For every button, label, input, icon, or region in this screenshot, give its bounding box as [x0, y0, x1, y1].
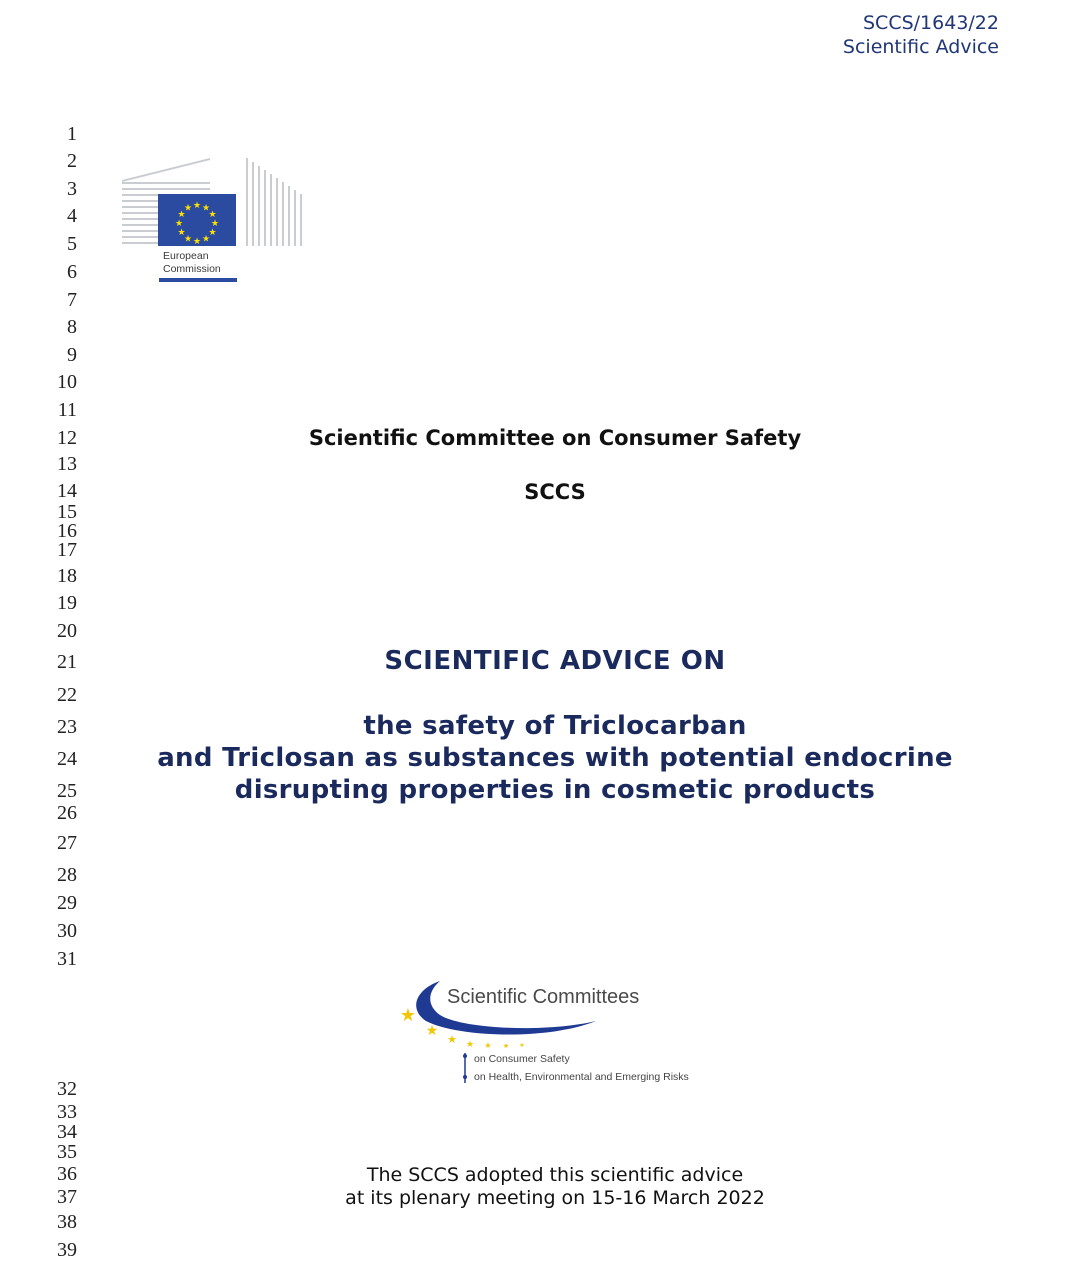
line-number: 38: [57, 1211, 77, 1233]
advice-title-line-2: and Triclosan as substances with potential endocrine: [157, 743, 953, 773]
svg-text:★: ★: [201, 203, 211, 214]
svg-text:★: ★: [183, 234, 193, 245]
line-number: 21: [57, 651, 77, 673]
line-number: 39: [57, 1239, 77, 1261]
line-number: 36: [57, 1163, 77, 1185]
svg-text:★: ★: [183, 203, 193, 214]
svg-text:★: ★: [502, 1042, 510, 1050]
line-number: 24: [57, 748, 77, 770]
svg-text:★: ★: [425, 1023, 439, 1039]
line-number: 30: [57, 920, 77, 942]
line-number: 11: [57, 399, 77, 421]
line-number: 12: [57, 427, 77, 449]
svg-text:★: ★: [484, 1041, 492, 1050]
line-number: 31: [57, 948, 77, 970]
line-number: 5: [67, 233, 77, 255]
ec-logo-text-line1: European: [163, 250, 209, 262]
svg-text:★: ★: [174, 219, 184, 229]
line-number: 6: [67, 261, 77, 283]
svg-text:★: ★: [177, 210, 186, 220]
line-number: 37: [57, 1186, 77, 1208]
line-number: 17: [57, 539, 77, 561]
line-number: 2: [67, 150, 77, 172]
line-number: 7: [67, 289, 77, 311]
committee-abbreviation: SCCS: [524, 480, 586, 504]
ec-logo-underline: [159, 278, 237, 282]
ec-building-lines-right: [246, 158, 302, 246]
svg-text:★: ★: [210, 219, 220, 229]
line-number: 22: [57, 684, 77, 706]
line-number: 13: [57, 453, 77, 475]
line-number: 26: [57, 802, 77, 824]
svg-text:★: ★: [447, 1033, 457, 1046]
line-number: 10: [57, 371, 77, 393]
line-number: 29: [57, 892, 77, 914]
ec-logo-text-line2: Commission: [163, 263, 221, 275]
line-number: 18: [57, 565, 77, 587]
line-number: 3: [67, 178, 77, 200]
svg-text:★: ★: [208, 210, 217, 220]
line-number: 8: [67, 316, 77, 338]
line-number: 23: [57, 716, 77, 738]
line-number: 1: [67, 123, 77, 145]
committee-health-environment: on Health, Environmental and Emerging Risks: [474, 1071, 689, 1083]
line-number: 27: [57, 832, 77, 854]
svg-text:★: ★: [519, 1042, 525, 1049]
line-number: 20: [57, 620, 77, 642]
svg-text:★: ★: [192, 237, 202, 247]
svg-text:★: ★: [177, 228, 186, 238]
line-number: 35: [57, 1141, 77, 1163]
line-number: 33: [57, 1101, 77, 1123]
advice-title-line-1: the safety of Triclocarban: [363, 711, 747, 741]
line-number: 28: [57, 864, 77, 886]
line-number: 34: [57, 1121, 77, 1143]
svg-text:★: ★: [399, 1005, 417, 1026]
svg-text:★: ★: [192, 201, 202, 211]
svg-text:★: ★: [465, 1040, 475, 1050]
line-number: 16: [57, 520, 77, 542]
line-number: 19: [57, 592, 77, 614]
svg-text:★: ★: [201, 234, 211, 245]
advice-title-line-3: disrupting properties in cosmetic products: [234, 775, 876, 805]
document-type: Scientific Advice: [842, 36, 999, 58]
line-number: 15: [57, 501, 77, 523]
document-reference: SCCS/1643/22: [863, 12, 999, 34]
line-number: 9: [67, 344, 77, 366]
advice-heading: SCIENTIFIC ADVICE ON: [384, 646, 726, 676]
committee-name: Scientific Committee on Consumer Safety: [308, 426, 802, 450]
adoption-statement-line-2: at its plenary meeting on 15-16 March 2022: [345, 1187, 765, 1209]
svg-text:★: ★: [208, 228, 217, 238]
line-number: 25: [57, 780, 77, 802]
line-number: 14: [57, 480, 77, 502]
scientific-committees-title: Scientific Committees: [447, 986, 640, 1008]
committee-consumer-safety: on Consumer Safety: [474, 1053, 570, 1065]
line-number: 4: [67, 205, 77, 227]
adoption-statement-line-1: The SCCS adopted this scientific advice: [366, 1164, 744, 1186]
line-number: 32: [57, 1078, 77, 1100]
